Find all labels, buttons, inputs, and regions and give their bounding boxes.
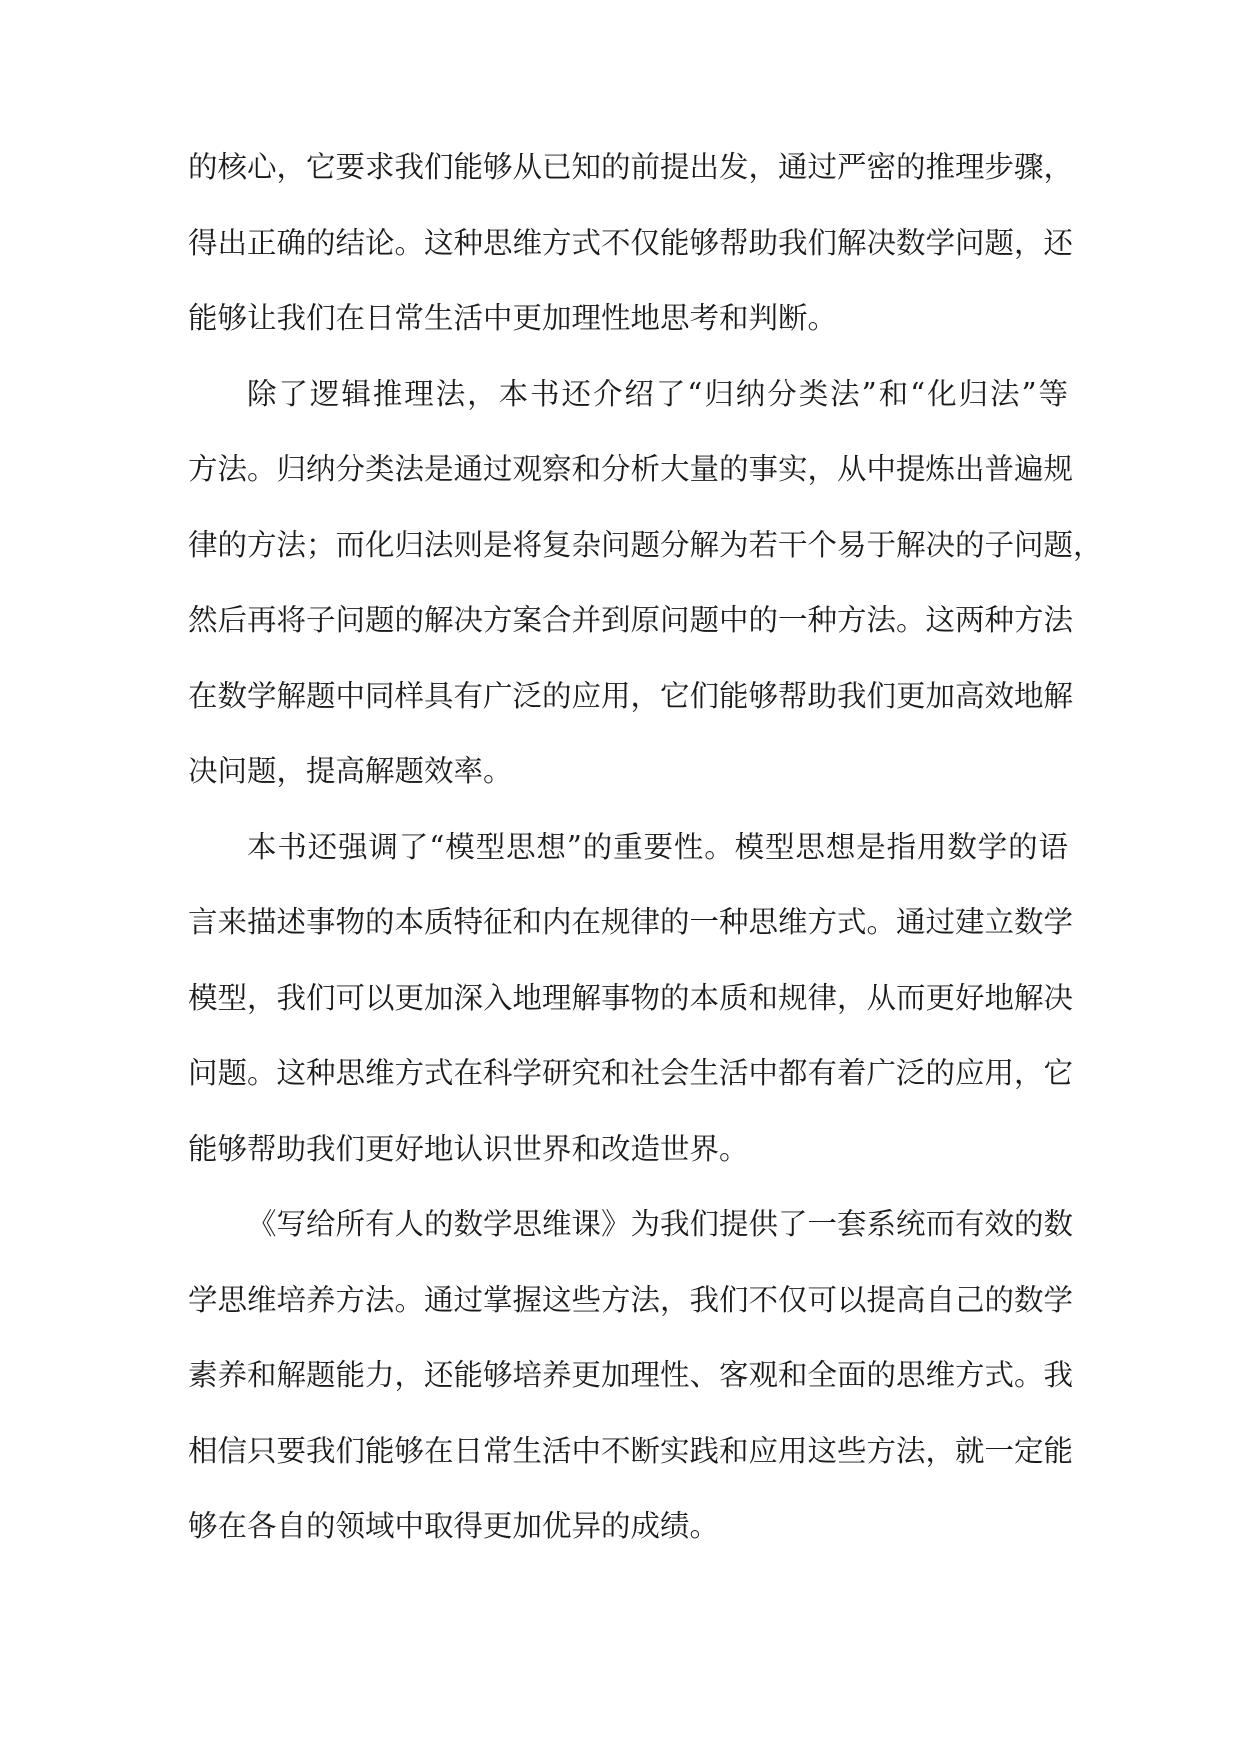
paragraph (188, 1187, 1074, 1565)
text-line: 在数学解题中同样具有广泛的应用，它们能够帮助我们更加高效地解 (188, 678, 1074, 713)
text-line: 素养和解题能力，还能够培养更加理性、客观和全面的思维方式。我 (188, 1358, 1074, 1392)
text-line: 然后再将子问题的解决方案合并到原问题中的一种方法。这两种方法 (188, 603, 1074, 637)
text-line: 的核心，它要求我们能够从已知的前提出发，通过严密的推理步骤， (188, 150, 1074, 184)
text-line: 律的方法；而化归法则是将复杂问题分解为若干个易于解决的子问题， (188, 527, 1103, 562)
text-line: 除了逻辑推理法，本书还介绍了“归纳分类法”和“化归法”等 (247, 376, 1068, 411)
text-line: 能够帮助我们更好地认识世界和改造世界。 (188, 1131, 749, 1166)
paragraph (188, 810, 1074, 1188)
text-line: 够在各自的领域中取得更加优异的成绩。 (188, 1509, 720, 1543)
text-line: 方法。归纳分类法是通过观察和分析大量的事实，从中提炼出普遍规 (188, 452, 1074, 486)
paragraph (188, 357, 1103, 810)
text-line: 本书还强调了“模型思想”的重要性。模型思想是指用数学的语 (247, 829, 1068, 864)
text-line: 问题。这种思维方式在科学研究和社会生活中都有着广泛的应用，它 (188, 1056, 1074, 1090)
text-line: 能够让我们在日常生活中更加理性地思考和判断。 (188, 301, 838, 335)
text-line: 决问题，提高解题效率。 (188, 754, 513, 788)
paragraph (188, 130, 1074, 357)
text-line: 言来描述事物的本质特征和内在规律的一种思维方式。通过建立数学 (188, 905, 1074, 939)
text-line: 《写给所有人的数学思维课》为我们提供了一套系统而有效的数 (247, 1207, 1074, 1241)
text-line: 得出正确的结论。这种思维方式不仅能够帮助我们解决数学问题，还 (188, 225, 1074, 260)
document-body (188, 130, 1103, 1565)
text-line: 学思维培养方法。通过掌握这些方法，我们不仅可以提高自己的数学 (188, 1282, 1074, 1317)
text-line: 相信只要我们能够在日常生活中不断实践和应用这些方法，就一定能 (188, 1433, 1074, 1468)
text-line: 模型，我们可以更加深入地理解事物的本质和规律，从而更好地解决 (188, 980, 1074, 1015)
